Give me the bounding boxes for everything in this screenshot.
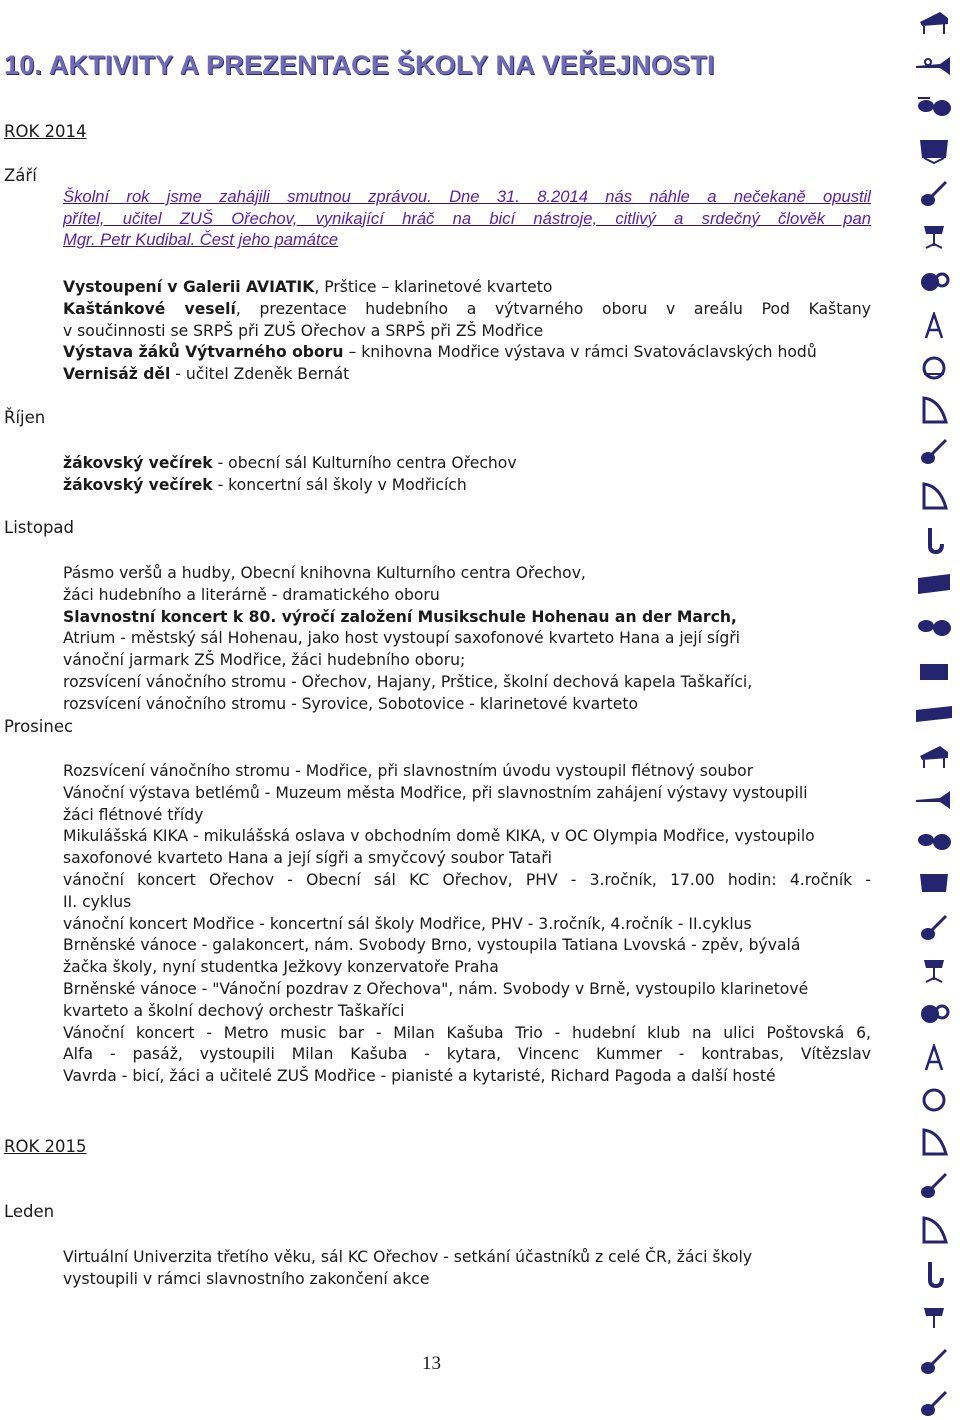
- music-stand-icon: [914, 1304, 954, 1332]
- guitar-icon: [914, 180, 954, 208]
- drum-icon: [914, 136, 954, 164]
- trumpet-icon: [914, 52, 954, 80]
- xylophone-icon: [914, 570, 954, 598]
- september-events: [63, 277, 871, 386]
- harp-icon: [914, 1128, 954, 1156]
- december-line: Alfa - pasáž, vystoupili Milan Kašuba - kytara, Vincenc Kummer - kontrabas, Vítězslav: [63, 1045, 871, 1064]
- event-vystava-detail: – knihovna Modřice výstava v rámci Svatováclavských hodů: [343, 343, 817, 362]
- event-vecirek-orechov: [63, 453, 871, 475]
- event-vecirek-detail-2: - koncertní sál školy v Modřicích: [212, 475, 467, 494]
- memorial-line-2: přítel, učitel ZUŠ Ořechov, vynikající hráč na bicí nástroje, citlivý a srdečný člověk pan: [63, 208, 871, 228]
- drum-kit-icon: [914, 614, 954, 642]
- october-events: [63, 453, 871, 497]
- december-line: vánoční koncert Ořechov - Obecní sál KC Ořechov, PHV - 3.ročník, 17.00 hodin: 4.ročník -: [63, 870, 871, 889]
- december-line: žáci flétnové třídy: [63, 805, 204, 824]
- december-line: Rozsvícení vánočního stromu - Modřice, při slavnostním úvodu vystoupil flétnový soubor: [63, 762, 754, 780]
- drum-kit-icon: [914, 828, 954, 856]
- chapter-title: 10. AKTIVITY A PREZENTACE ŠKOLY NA VEŘEJNOSTI: [4, 50, 715, 80]
- tuba-icon: [914, 268, 954, 296]
- december-line: Vavrda - bicí, žáci a učitelé ZUŠ Modřice - pianisté a kytaristé, Richard Pagoda a další hosté: [63, 1067, 776, 1086]
- piano-icon: [914, 8, 954, 36]
- event-kastankove-detail: , prezentace hudebního a výtvarného oboru v areálu Pod Kaštany: [235, 299, 871, 318]
- harp-icon: [914, 396, 954, 424]
- event-pasmo: Pásmo veršů a hudby, Obecní knihovna Kulturního centra Ořechov,: [63, 564, 586, 582]
- trumpet-icon: [914, 786, 954, 814]
- january-line: Virtuální Univerzita třetího věku, sál KC Ořechov - setkání účastníků z celé ČR, žáci školy: [63, 1248, 753, 1266]
- month-prosinec: Prosinec: [4, 717, 74, 736]
- december-line: II. cyklus: [63, 892, 132, 911]
- january-line: vystoupili v rámci slavnostního zakončení akce: [63, 1269, 430, 1288]
- january-events: [63, 1247, 871, 1291]
- december-line: Brněnské vánoce - galakoncert, nám. Svobody Brno, vystoupila Tatiana Lvovská - zpěv, bývalá: [63, 936, 801, 955]
- event-hohenau-title: Slavnostní koncert k 80.: [63, 607, 277, 626]
- guitar-icon: [914, 1172, 954, 1200]
- tambourine-icon: [914, 354, 954, 382]
- saxophone-icon: [914, 1260, 954, 1288]
- event-rozsviceni-1: rozsvícení vánočního stromu - Ořechov, Hajany, Prštice, školní dechová kapela Taškaříci,: [63, 672, 753, 691]
- harp-icon: [914, 482, 954, 510]
- december-line: žačka školy, nyní studentka Ježkovy konzervatoře Praha: [63, 958, 499, 977]
- event-aviatik-title: Vystoupení v Galerii AVIATIK: [63, 278, 315, 296]
- event-vecirek-title-2: žákovský večírek: [63, 475, 213, 494]
- december-line: vánoční koncert Modřice - koncertní sál školy Modřice, PHV - 3.ročník, 4.ročník - II.cyklus: [63, 914, 752, 933]
- music-stand-icon: [914, 956, 954, 984]
- event-vecirek-title: žákovský večírek: [63, 454, 213, 472]
- event-pasmo-cont: žáci hudebního a literárně - dramatického oboru: [63, 585, 440, 604]
- december-line: saxofonové kvarteto Hana a její sígři a smyčcový soubor Tataři: [63, 849, 552, 868]
- page-number: 13: [422, 1353, 441, 1374]
- guitar-icon: [914, 438, 954, 466]
- event-vecirek-detail: - obecní sál Kulturního centra Ořechov: [212, 454, 517, 472]
- instrument-border: [910, 0, 960, 1420]
- month-leden: Leden: [4, 1202, 55, 1221]
- november-events: [63, 563, 871, 716]
- event-kastankove-cont: v součinnosti se SRPŠ při ZUŠ Ořechov a SRPŠ při ZŠ Modřice: [63, 321, 544, 340]
- december-line: Vánoční koncert - Metro music bar - Milan Kašuba Trio - hudební klub na ulici Poštovská 6,: [63, 1023, 871, 1042]
- lyre-icon: [914, 1044, 954, 1072]
- harp-icon: [914, 1216, 954, 1244]
- month-listopad: Listopad: [4, 518, 74, 537]
- memorial-line-3: Mgr. Petr Kudibal. Čest jeho památce: [63, 230, 339, 250]
- month-zari: Září: [4, 166, 37, 185]
- event-hohenau-cont: Atrium - městský sál Hohenau, jako host vystoupí saxofonové kvarteto Hana a její sígři: [63, 629, 740, 648]
- event-vernisaz-detail: - učitel Zdeněk Bernát: [170, 365, 350, 384]
- december-line: Mikulášská KIKA - mikulášská oslava v obchodním domě KIKA, v OC Olympia Modřice, vystoupilo: [63, 827, 815, 846]
- event-vystava-title: Výstava žáků Výtvarného oboru: [63, 343, 344, 362]
- accordion-icon: [914, 658, 954, 686]
- tuba-icon: [914, 1000, 954, 1028]
- guitar-icon: [914, 1390, 954, 1418]
- memorial-line-1: Školní rok jsme zahájili smutnou zprávou. Dne 31. 8.2014 nás náhle a nečekaně opustil: [63, 187, 871, 206]
- guitar-icon: [914, 1348, 954, 1376]
- event-vecirek-modrice: [63, 475, 871, 497]
- saxophone-icon: [914, 526, 954, 554]
- event-vernisaz: [63, 364, 871, 386]
- event-hohenau-detail: výročí založení Musikschule Hohenau an der March,: [276, 607, 737, 626]
- month-rijen: Říjen: [4, 408, 46, 427]
- event-hohenau: [63, 607, 871, 629]
- december-line: Vánoční výstava betlémů - Muzeum města Modřice, při slavnostním zahájení výstavy vystoupili: [63, 783, 808, 802]
- december-line: Brněnské vánoce - "Vánoční pozdrav z Ořechova", nám. Svobody v Brně, vystoupilo klarinetové: [63, 979, 809, 998]
- tambourine-icon: [914, 1086, 954, 1114]
- drum-kit-icon: [914, 94, 954, 122]
- event-vernisaz-title: Vernisáž děl: [63, 365, 171, 384]
- event-vystava: [63, 342, 871, 364]
- memorial-notice: [63, 186, 871, 256]
- guitar-icon: [914, 914, 954, 942]
- event-kastankove-title: Kaštánkové veselí: [63, 299, 236, 318]
- december-events: [63, 761, 871, 1088]
- lyre-icon: [914, 312, 954, 340]
- december-line: kvarteto a školní dechový orchestr Taškaříci: [63, 1001, 405, 1020]
- event-aviatik-detail: , Prštice – klarinetové kvarteto: [314, 278, 553, 296]
- music-stand-icon: [914, 222, 954, 250]
- event-kastankove: [63, 299, 871, 321]
- event-jarmark: vánoční jarmark ZŠ Modřice, žáci hudebního oboru;: [63, 651, 466, 670]
- piano-icon: [914, 742, 954, 770]
- year-heading-2014: ROK 2014: [4, 122, 87, 141]
- event-aviatik: [63, 277, 871, 299]
- keyboard-icon: [914, 700, 954, 728]
- drum-icon: [914, 870, 954, 898]
- year-heading-2015: ROK 2015: [4, 1137, 87, 1156]
- event-rozsviceni-2: rozsvícení vánočního stromu - Syrovice, Sobotovice - klarinetové kvarteto: [63, 694, 638, 713]
